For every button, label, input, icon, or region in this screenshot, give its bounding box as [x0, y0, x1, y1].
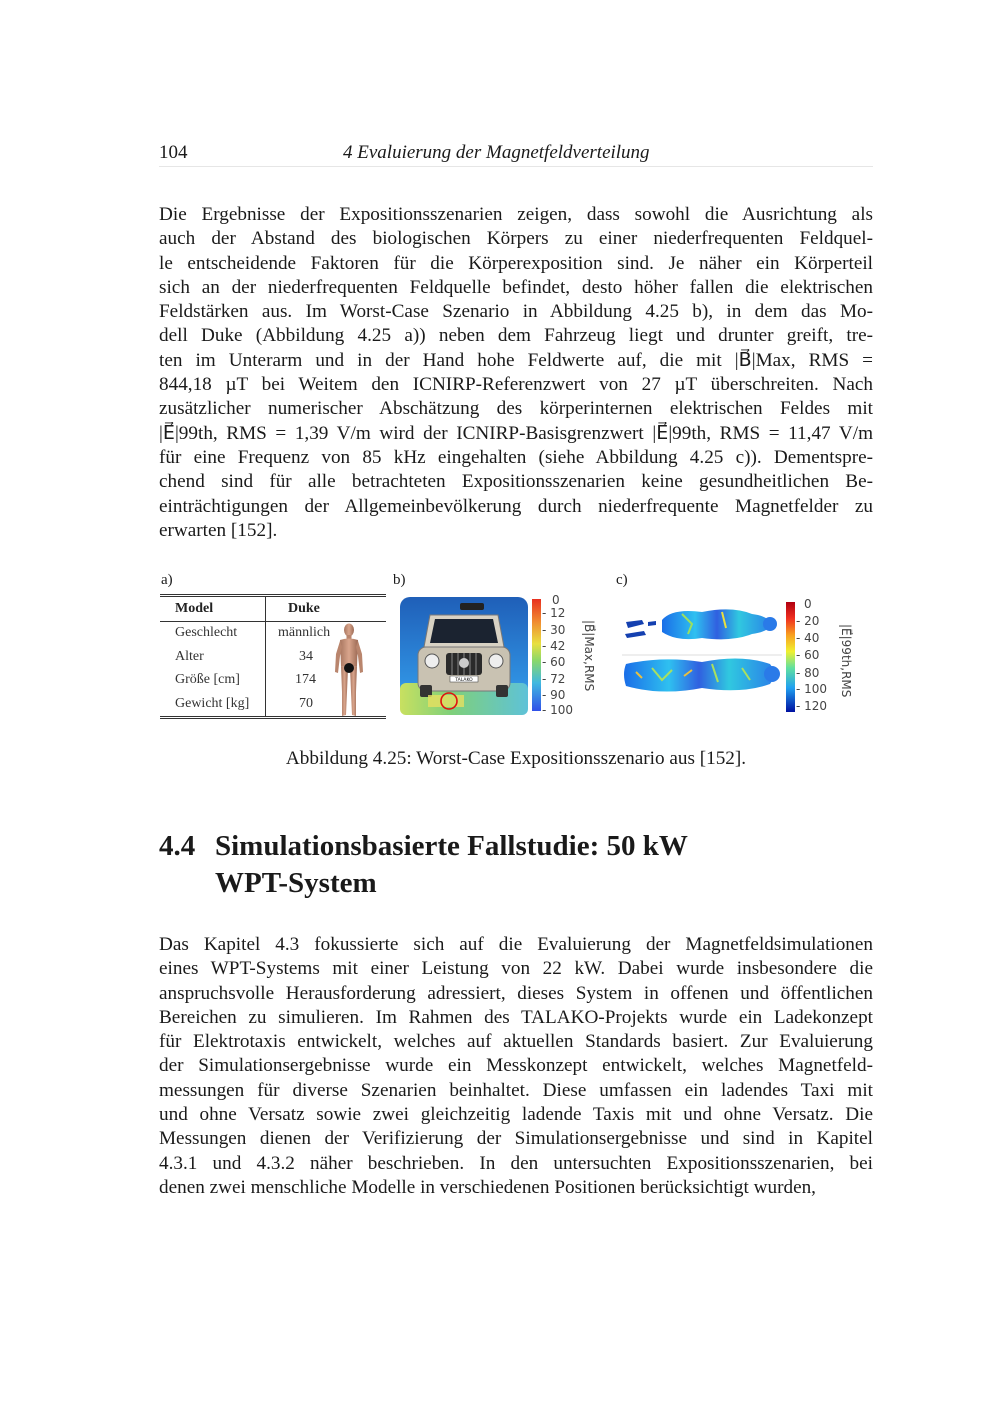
text-line: Die Ergebnisse der Expositionsszenarien zeigen, dass sowohl die Ausrichtung als [159, 204, 873, 225]
panel-b-label: b) [393, 572, 406, 588]
colorbar-b-tick: - 42 [542, 639, 566, 653]
section-number: 4.4 [159, 830, 196, 862]
colorbar-b-label: |B⃗|Max,RMS [582, 620, 596, 692]
text-line: eines WPT-Systems mit einer Leistung von 22 kW. Dabei wurde insbesondere die [159, 958, 873, 980]
colorbar-b-tick: - 12 [542, 606, 566, 620]
text-line: sich an der niederfrequenten Feldquelle befindet, desto höher fallen die elektrischen [159, 276, 873, 298]
text-line: erwarten [152]. [159, 519, 278, 541]
text-line: ten im Unterarm und in der Hand hohe Feldwerte auf, die mit |B⃗|Max, RMS = [159, 349, 873, 371]
text-line: chend sind für alle betrachteten Expositionsszenarien keine gesundheitlichen Be- [159, 471, 873, 493]
text-line: einträchtigungen der Allgemeinbevölkerung durch niederfrequente Magnetfelder zu [159, 495, 873, 517]
colorbar-b-tick: - 30 [542, 623, 566, 637]
colorbar-b [530, 592, 598, 718]
table-header-duke: Duke [288, 600, 320, 616]
text-line: für eine Frequenz von 85 kHz eingehalten (siehe Abbildung 4.25 c)). Dementspre- [159, 446, 873, 468]
table-cell-key: Gewicht [kg] [160, 692, 266, 717]
page-number: 104 [159, 142, 188, 163]
table-header-model: Model [160, 596, 266, 622]
text-line: zusätzlicher numerischer Abschätzung des körperinternen elektrischen Feldes mit [159, 398, 873, 420]
table-cell-value: 70 [299, 695, 313, 711]
colorbar-b-tick: - 90 [542, 688, 566, 702]
colorbar-c-label: |E⃗|99th,RMS [839, 624, 853, 698]
taxi-field-image [400, 597, 528, 715]
paragraph-case-study [159, 933, 873, 1200]
section-title-line1: Simulationsbasierte Fallstudie: 50 kW [215, 830, 688, 862]
text-line: für Elektrotaxis entwickelt, welches auf aktuellen Standards basiert. Zur Evaluierung [159, 1031, 873, 1053]
table-cell-value: 174 [295, 672, 316, 688]
text-line: Bereichen zu simulieren. Im Rahmen des TALAKO-Projekts wurde ein Ladekonzept [159, 1006, 873, 1028]
table-header-row [160, 596, 386, 622]
colorbar-b-tick: - 60 [542, 655, 566, 669]
table-cell-value: männlich [278, 625, 331, 641]
table-cell-key: Größe [cm] [160, 669, 266, 693]
colorbar-b-tick: - 100 [542, 703, 574, 717]
text-line: Messungen dienen der Verifizierung der Simulationsergebnisse und sind in Kapitel [159, 1128, 873, 1150]
text-line: dell Duke (Abbildung 4.25 a)) neben dem Fahrzeug liegt und drunter greift, tre- [159, 325, 873, 347]
text-line: und ohne Versatz sowie zwei gleichzeitig ladende Taxis mit und ohne Versatz. Die [159, 1104, 873, 1126]
table-cell-value: 34 [299, 648, 313, 664]
text-line: le entscheidende Faktoren für die Körperexposition sind. Je näher ein Körperteil [159, 252, 873, 274]
colorbar-c-tick: - 100 [796, 682, 828, 696]
colorbar-b-tick: 0 [552, 593, 560, 607]
text-line: Das Kapitel 4.3 fokussierte sich auf die Evaluierung der Magnetfeldsimulationen [159, 934, 873, 955]
license-plate: TALAKO [455, 678, 473, 683]
table-cell-key: Alter [160, 645, 266, 669]
colorbar-c [784, 596, 856, 716]
text-line: |E⃗|99th, RMS = 1,39 V/m wird der ICNIRP-Basisgrenzwert |E⃗|99th, RMS = 11,47 V/m [159, 422, 873, 444]
colorbar-c-tick: 0 [804, 597, 812, 611]
colorbar-c-tick: - 40 [796, 631, 820, 645]
text-line: 844,18 µT bei Weitem den ICNIRP-Referenzwert von 27 µT überschreiten. Nach [159, 374, 873, 396]
colorbar-c-tick: - 80 [796, 666, 820, 680]
colorbar-c-tick: - 20 [796, 614, 820, 628]
colorbar-c-tick: - 120 [796, 699, 828, 713]
colorbar-b-tick: - 72 [542, 672, 566, 686]
running-title: 4 Evaluierung der Magnetfeldverteilung [343, 142, 650, 163]
text-line: 4.3.1 und 4.3.2 näher beschrieben. In den untersuchten Expositionsszenarien, bei [159, 1152, 873, 1174]
page-header [159, 140, 873, 167]
figure-caption: Abbildung 4.25: Worst-Case Expositionsszenario aus [152]. [285, 748, 747, 769]
text-line: der Simulationsergebnisse wurde ein Messkonzept entwickelt, welches Magnetfeld- [159, 1055, 873, 1077]
section-heading [159, 828, 688, 902]
text-line: auch der Abstand des biologischen Körpers zu einer niederfrequenten Feldquel- [159, 228, 873, 250]
panel-c-label: c) [616, 572, 628, 588]
colorbar-c-tick: - 60 [796, 648, 820, 662]
text-line: denen zwei menschliche Modelle in verschiedenen Positionen berücksichtigt wurden, [159, 1176, 816, 1198]
text-line: anspruchsvolle Herausforderung adressiert, dieses System in offenen und öffentlichen [159, 982, 873, 1004]
text-line: messungen für diverse Szenarien beinhaltet. Diese umfassen ein ladendes Taxi mit [159, 1079, 873, 1101]
table-cell-key: Geschlecht [160, 621, 266, 645]
paragraph-exposure-results [159, 203, 873, 543]
text-line: Feldstärken aus. Im Worst-Case Szenario in Abbildung 4.25 b), in dem das Mo- [159, 301, 873, 323]
panel-a-label: a) [161, 572, 173, 588]
section-title-line2: WPT-System [215, 867, 377, 899]
body-field-image [622, 598, 782, 702]
human-model-figure [332, 622, 366, 718]
